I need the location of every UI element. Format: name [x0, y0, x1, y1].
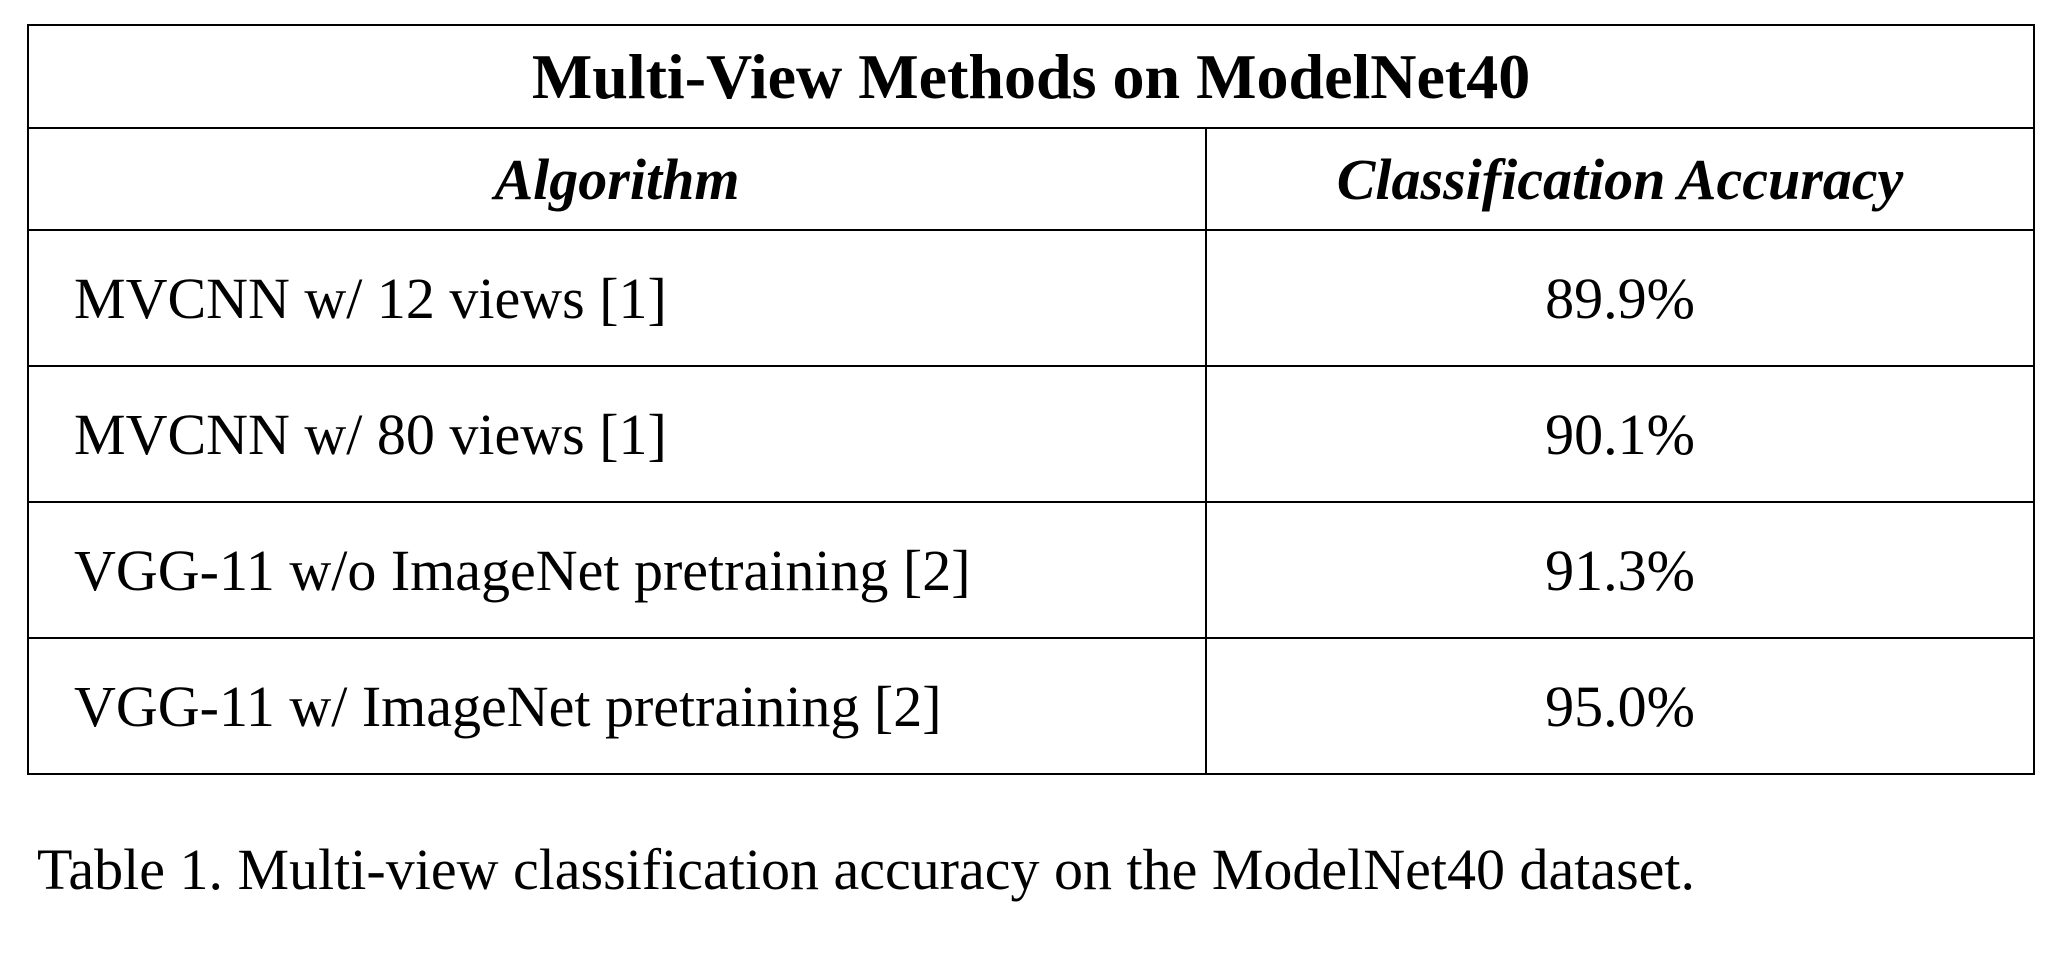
accuracy-cell: 91.3%: [1206, 502, 2034, 638]
column-header-algorithm: Algorithm: [28, 128, 1206, 230]
table-caption: Table 1. Multi-view classification accuracy on the ModelNet40 dataset.: [37, 837, 1696, 902]
algorithm-cell: VGG-11 w/ ImageNet pretraining [2]: [28, 638, 1206, 774]
table-row: [28, 230, 2034, 366]
results-table: [27, 24, 2035, 775]
table-title: Multi-View Methods on ModelNet40: [28, 25, 2034, 128]
table-row: [28, 366, 2034, 502]
table-header-row: [28, 128, 2034, 230]
table-title-row: [28, 25, 2034, 128]
accuracy-cell: 89.9%: [1206, 230, 2034, 366]
algorithm-cell: MVCNN w/ 12 views [1]: [28, 230, 1206, 366]
table-row: [28, 502, 2034, 638]
accuracy-cell: 90.1%: [1206, 366, 2034, 502]
algorithm-cell: MVCNN w/ 80 views [1]: [28, 366, 1206, 502]
column-header-accuracy: Classification Accuracy: [1206, 128, 2034, 230]
accuracy-cell: 95.0%: [1206, 638, 2034, 774]
table-row: [28, 638, 2034, 774]
algorithm-cell: VGG-11 w/o ImageNet pretraining [2]: [28, 502, 1206, 638]
